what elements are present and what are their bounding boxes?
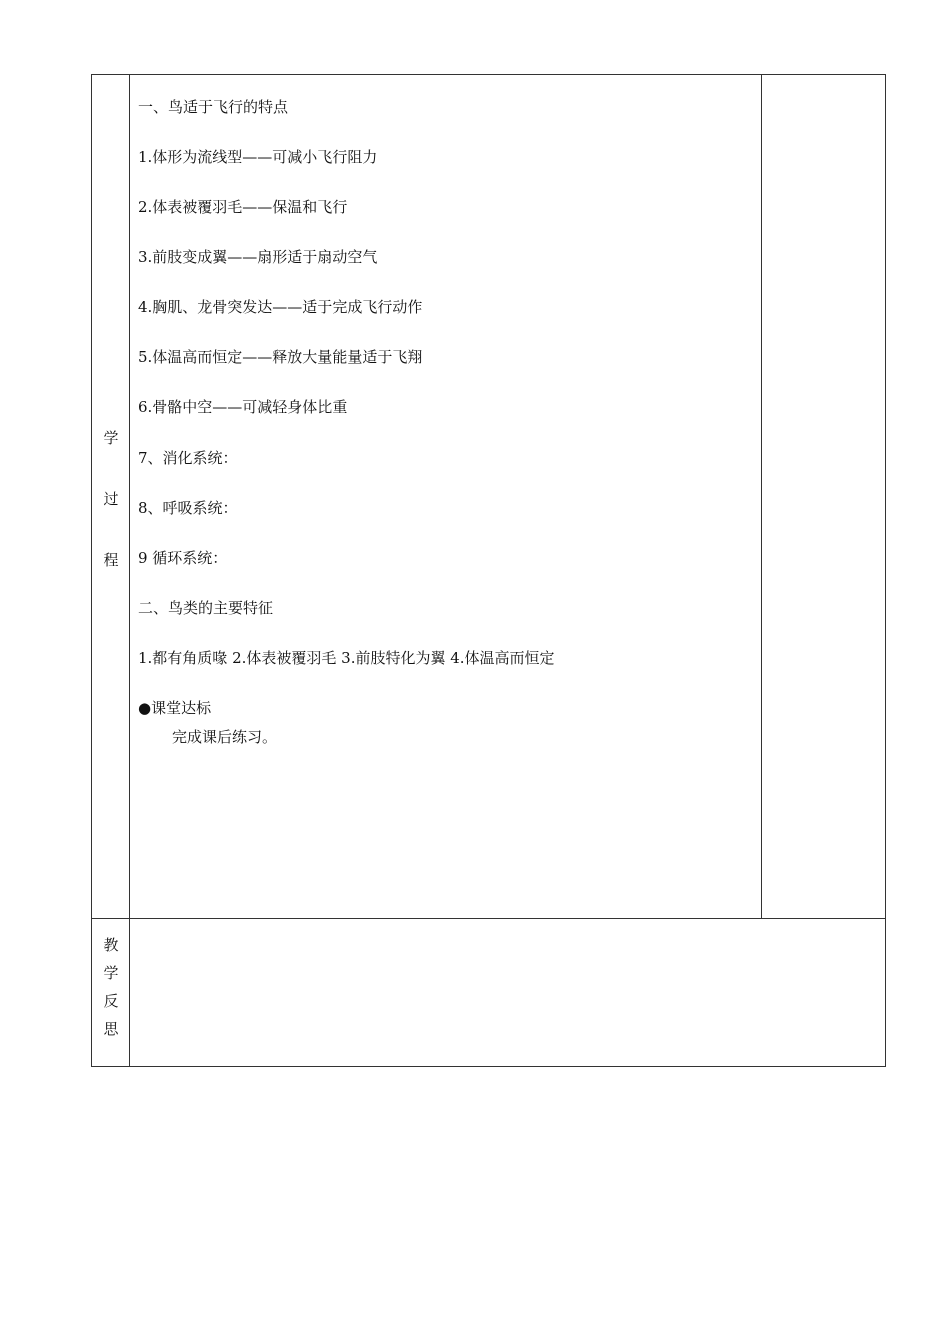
process-label-char-1: 学 [103, 429, 119, 447]
reflection-label-char-4: 思 [103, 1020, 119, 1038]
flight-feature-item-6: 6.骨骼中空——可减轻身体比重 [138, 398, 348, 416]
flight-feature-item-5: 5.体温高而恒定——释放大量能量适于飞翔 [138, 348, 423, 366]
reflection-label-char-2: 学 [103, 964, 119, 982]
section2-title: 二、鸟类的主要特征 [138, 599, 274, 617]
flight-feature-item-1: 1.体形为流线型——可减小飞行阻力 [138, 148, 378, 166]
row-divider [91, 918, 886, 919]
flight-feature-item-4: 4.胸肌、龙骨突发达——适于完成飞行动作 [138, 298, 423, 316]
section1-title: 一、鸟适于飞行的特点 [138, 98, 289, 116]
bird-features-summary: 1.都有角质喙 2.体表被覆羽毛 3.前肢特化为翼 4.体温高而恒定 [138, 649, 555, 667]
process-label-char-2: 过 [103, 490, 119, 508]
flight-feature-item-3: 3.前肢变成翼——扇形适于扇动空气 [138, 248, 378, 266]
notes-column-divider [761, 74, 762, 919]
flight-feature-item-8: 8、呼吸系统： [138, 499, 238, 517]
flight-feature-item-2: 2.体表被覆羽毛——保温和飞行 [138, 198, 348, 216]
classroom-target-task: 完成课后练习。 [172, 728, 278, 746]
classroom-target-title: ●课堂达标 [138, 699, 212, 717]
flight-feature-item-7: 7、消化系统： [138, 449, 238, 467]
process-label-char-3: 程 [103, 551, 119, 569]
reflection-label-char-3: 反 [103, 992, 119, 1010]
flight-feature-item-9: 9 循环系统： [138, 549, 228, 567]
reflection-label-char-1: 教 [103, 936, 119, 954]
